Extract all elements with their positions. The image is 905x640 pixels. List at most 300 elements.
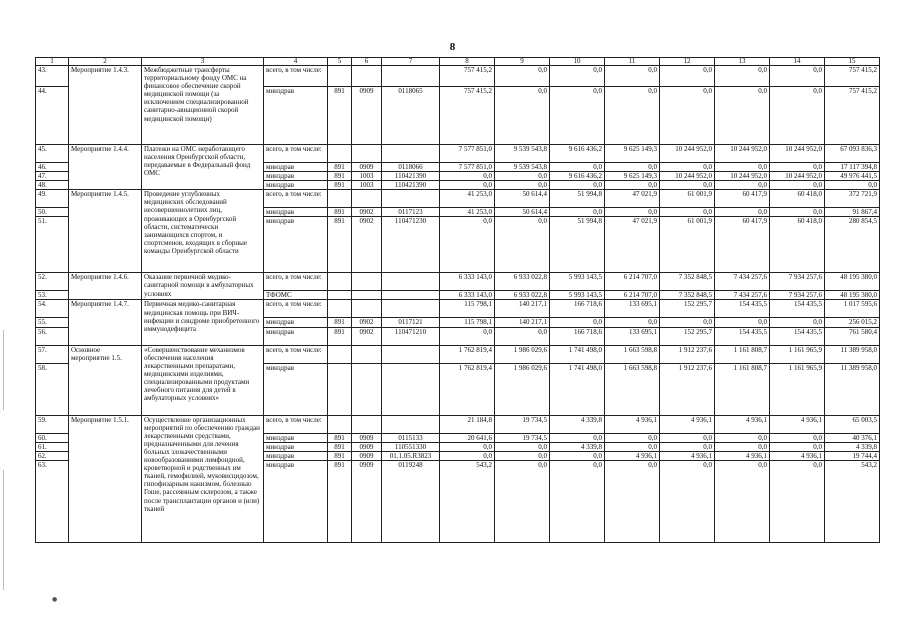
code-ministry — [328, 145, 352, 163]
code-target — [382, 345, 440, 363]
amount-cell: 154 435,5 — [715, 327, 770, 345]
column-header: 2 — [69, 58, 142, 66]
amount-cell: 9 616 436,2 — [550, 145, 605, 163]
amount-cell: 4 936,1 — [605, 451, 660, 460]
amount-cell: 543,2 — [440, 460, 495, 542]
amount-cell: 0,0 — [550, 87, 605, 145]
amount-cell: 0,0 — [770, 433, 825, 442]
amount-cell: 17 117 394,8 — [825, 163, 880, 172]
activity-description: Межбюджетные трансферты территориальному фонду ОМС на финансовое обеспечение скорой медицинской помощи (за исключением специализированной санитарно-авиационной скорой медицинской помощи) — [142, 66, 264, 145]
amount-cell: 41 253,0 — [440, 190, 495, 208]
row-number: 54. — [36, 300, 69, 318]
amount-cell: 280 854,5 — [825, 217, 880, 273]
activity-name: Мероприятие 1.4.7. — [69, 300, 142, 345]
amount-cell: 11 389 958,0 — [825, 363, 880, 415]
table-row — [36, 190, 880, 208]
code-ministry — [328, 291, 352, 300]
amount-cell: 0,0 — [770, 163, 825, 172]
amount-cell: 6 933 022,8 — [495, 291, 550, 300]
code-target: 01.1.05.R3823 — [382, 451, 440, 460]
amount-cell: 6 333 143,0 — [440, 273, 495, 291]
amount-cell: 41 253,0 — [440, 208, 495, 217]
column-header: 12 — [660, 58, 715, 66]
code-section: 0909 — [352, 433, 382, 442]
code-ministry: 891 — [328, 433, 352, 442]
table-body — [36, 58, 880, 543]
column-header: 10 — [550, 58, 605, 66]
amount-cell: 1 017 595,6 — [825, 300, 880, 318]
amount-cell: 7 577 851,0 — [440, 145, 495, 163]
amount-cell: 0,0 — [550, 181, 605, 190]
code-target: 0115133 — [382, 433, 440, 442]
row-number: 43. — [36, 66, 69, 87]
amount-cell: 0,0 — [605, 181, 660, 190]
amount-cell: 0,0 — [495, 66, 550, 87]
header-row — [36, 58, 880, 66]
amount-cell: 0,0 — [495, 181, 550, 190]
payer: всего, в том числе: — [264, 415, 328, 433]
code-target: 110421390 — [382, 172, 440, 181]
code-ministry: 891 — [328, 181, 352, 190]
code-target: 110471210 — [382, 327, 440, 345]
column-header: 8 — [440, 58, 495, 66]
code-section: 0902 — [352, 208, 382, 217]
amount-cell: 60 418,0 — [770, 217, 825, 273]
code-section: 0909 — [352, 163, 382, 172]
amount-cell: 50 614,4 — [495, 190, 550, 208]
payer: минздрав — [264, 217, 328, 273]
code-section — [352, 291, 382, 300]
row-number: 49. — [36, 190, 69, 208]
activity-name: Мероприятие 1.4.3. — [69, 66, 142, 145]
amount-cell: 9 625 149,3 — [605, 172, 660, 181]
row-number: 59. — [36, 415, 69, 433]
row-number: 53. — [36, 291, 69, 300]
amount-cell: 4 936,1 — [715, 451, 770, 460]
amount-cell: 152 295,7 — [660, 327, 715, 345]
amount-cell: 761 580,4 — [825, 327, 880, 345]
amount-cell: 7 434 257,6 — [715, 291, 770, 300]
scan-edge — [3, 330, 4, 410]
code-target — [382, 66, 440, 87]
code-section — [352, 415, 382, 433]
amount-cell: 0,0 — [770, 460, 825, 542]
amount-cell: 4 339,8 — [550, 415, 605, 433]
amount-cell: 10 244 952,0 — [715, 172, 770, 181]
table-row — [36, 145, 880, 163]
activity-description: «Совершенствование механизмов обеспечения населения лекарственными препаратами, медицинскими изделиями, специализированными продуктами лечебного питания для детей в амбулаторных условиях» — [142, 345, 264, 415]
payer: всего, в том числе: — [264, 66, 328, 87]
code-target — [382, 190, 440, 208]
code-ministry — [328, 300, 352, 318]
amount-cell: 0,0 — [440, 442, 495, 451]
code-ministry: 891 — [328, 318, 352, 327]
row-number: 51. — [36, 217, 69, 273]
amount-cell: 1 986 029,6 — [495, 345, 550, 363]
amount-cell: 757 415,2 — [825, 87, 880, 145]
amount-cell: 0,0 — [605, 208, 660, 217]
amount-cell: 166 718,6 — [550, 327, 605, 345]
amount-cell: 6 214 707,0 — [605, 273, 660, 291]
activity-description: Первичная медико-санитарная медицинская помощь при ВИЧ-инфекции и синдроме приобретенного иммунодефицита — [142, 300, 264, 345]
amount-cell: 256 015,2 — [825, 318, 880, 327]
amount-cell: 91 867,4 — [825, 208, 880, 217]
payer: минздрав — [264, 172, 328, 181]
amount-cell: 0,0 — [495, 87, 550, 145]
payer: минздрав — [264, 181, 328, 190]
amount-cell: 140 217,1 — [495, 318, 550, 327]
amount-cell: 154 435,5 — [770, 327, 825, 345]
code-ministry — [328, 345, 352, 363]
code-ministry: 891 — [328, 87, 352, 145]
amount-cell: 4 339,8 — [550, 442, 605, 451]
amount-cell: 1 161 808,7 — [715, 363, 770, 415]
code-section: 0902 — [352, 318, 382, 327]
amount-cell: 49 976 441,5 — [825, 172, 880, 181]
amount-cell: 20 641,6 — [440, 433, 495, 442]
row-number: 47. — [36, 172, 69, 181]
row-number: 46. — [36, 163, 69, 172]
code-target: 110421390 — [382, 181, 440, 190]
amount-cell: 0,0 — [660, 163, 715, 172]
column-header: 4 — [264, 58, 328, 66]
row-number: 50. — [36, 208, 69, 217]
activity-name: Мероприятие 1.4.5. — [69, 190, 142, 273]
code-ministry: 891 — [328, 208, 352, 217]
amount-cell: 50 614,4 — [495, 208, 550, 217]
amount-cell: 6 933 022,8 — [495, 273, 550, 291]
amount-cell: 0,0 — [495, 460, 550, 542]
row-number: 61. — [36, 442, 69, 451]
amount-cell: 0,0 — [440, 217, 495, 273]
code-target — [382, 273, 440, 291]
amount-cell: 0,0 — [660, 87, 715, 145]
amount-cell: 4 936,1 — [660, 451, 715, 460]
amount-cell: 4 936,1 — [660, 415, 715, 433]
code-section: 0902 — [352, 217, 382, 273]
code-target: 0117121 — [382, 318, 440, 327]
amount-cell: 9 539 543,8 — [495, 163, 550, 172]
amount-cell: 115 798,1 — [440, 318, 495, 327]
amount-cell: 0,0 — [495, 327, 550, 345]
row-number: 48. — [36, 181, 69, 190]
amount-cell: 0,0 — [770, 66, 825, 87]
code-section: 0909 — [352, 451, 382, 460]
amount-cell: 1 912 237,6 — [660, 363, 715, 415]
code-ministry: 891 — [328, 442, 352, 451]
amount-cell: 0,0 — [605, 66, 660, 87]
amount-cell: 140 217,1 — [495, 300, 550, 318]
amount-cell: 0,0 — [715, 163, 770, 172]
payer: минздрав — [264, 363, 328, 415]
code-ministry — [328, 273, 352, 291]
amount-cell: 0,0 — [715, 318, 770, 327]
amount-cell: 0,0 — [550, 318, 605, 327]
amount-cell: 47 021,9 — [605, 190, 660, 208]
amount-cell: 7 352 848,5 — [660, 273, 715, 291]
amount-cell: 48 195 380,0 — [825, 291, 880, 300]
amount-cell: 5 993 143,5 — [550, 273, 605, 291]
code-section: 1003 — [352, 172, 382, 181]
row-number: 55. — [36, 318, 69, 327]
payer: всего, в том числе: — [264, 300, 328, 318]
amount-cell: 0,0 — [770, 442, 825, 451]
code-ministry: 891 — [328, 327, 352, 345]
amount-cell: 0,0 — [660, 442, 715, 451]
code-ministry: 891 — [328, 451, 352, 460]
activity-name: Мероприятие 1.4.4. — [69, 145, 142, 190]
amount-cell: 0,0 — [715, 66, 770, 87]
amount-cell: 7 934 257,6 — [770, 291, 825, 300]
code-section — [352, 345, 382, 363]
amount-cell: 154 435,5 — [770, 300, 825, 318]
amount-cell: 60 418,0 — [770, 190, 825, 208]
amount-cell: 0,0 — [550, 460, 605, 542]
code-ministry — [328, 415, 352, 433]
amount-cell: 4 936,1 — [715, 415, 770, 433]
page-number: 8 — [449, 41, 456, 53]
amount-cell: 21 184,8 — [440, 415, 495, 433]
payer: минздрав — [264, 442, 328, 451]
amount-cell: 60 417,9 — [715, 217, 770, 273]
code-section — [352, 190, 382, 208]
amount-cell: 10 244 952,0 — [660, 172, 715, 181]
amount-cell: 154 435,5 — [715, 300, 770, 318]
amount-cell: 133 695,1 — [605, 300, 660, 318]
column-header: 6 — [352, 58, 382, 66]
amount-cell: 0,0 — [605, 163, 660, 172]
activity-description: Проведение углубленных медицинских обследований несовершеннолетних лиц, проживающих в Оренбургской области, систематически занимающихся спортом, и спортсменов, входящих в сборные команды Оренбургской области — [142, 190, 264, 273]
amount-cell: 51 994,8 — [550, 190, 605, 208]
amount-cell: 0,0 — [660, 433, 715, 442]
code-ministry — [328, 190, 352, 208]
code-section — [352, 300, 382, 318]
row-number: 60. — [36, 433, 69, 442]
activity-name: Мероприятие 1.4.6. — [69, 273, 142, 300]
amount-cell: 4 936,1 — [770, 451, 825, 460]
amount-cell: 152 295,7 — [660, 300, 715, 318]
amount-cell: 4 936,1 — [770, 415, 825, 433]
row-number: 44. — [36, 87, 69, 145]
amount-cell: 0,0 — [825, 181, 880, 190]
amount-cell: 0,0 — [660, 66, 715, 87]
code-section — [352, 363, 382, 415]
amount-cell: 6 214 707,0 — [605, 291, 660, 300]
amount-cell: 19 744,4 — [825, 451, 880, 460]
budget-table — [35, 57, 880, 543]
table-row — [36, 66, 880, 87]
amount-cell: 757 415,2 — [440, 87, 495, 145]
activity-description: Платежи на ОМС неработающего населения Оренбургской области, передаваемые в Федеральный фонд ОМС — [142, 145, 264, 190]
column-header: 7 — [382, 58, 440, 66]
payer: всего, в том числе: — [264, 190, 328, 208]
amount-cell: 61 001,9 — [660, 217, 715, 273]
code-ministry: 891 — [328, 217, 352, 273]
amount-cell: 1 741 498,0 — [550, 363, 605, 415]
amount-cell: 543,2 — [825, 460, 880, 542]
amount-cell: 0,0 — [605, 442, 660, 451]
payer: ТФОМС — [264, 291, 328, 300]
amount-cell: 0,0 — [550, 66, 605, 87]
amount-cell: 0,0 — [605, 87, 660, 145]
payer: всего, в том числе: — [264, 145, 328, 163]
amount-cell: 19 734,5 — [495, 433, 550, 442]
amount-cell: 0,0 — [495, 172, 550, 181]
activity-name: Мероприятие 1.5.1. — [69, 415, 142, 542]
amount-cell: 1 663 598,8 — [605, 345, 660, 363]
amount-cell: 0,0 — [715, 87, 770, 145]
column-header: 9 — [495, 58, 550, 66]
amount-cell: 7 352 848,5 — [660, 291, 715, 300]
payer: минздрав — [264, 460, 328, 542]
code-target: 110551330 — [382, 442, 440, 451]
column-header: 3 — [142, 58, 264, 66]
amount-cell: 7 934 257,6 — [770, 273, 825, 291]
amount-cell: 10 244 952,0 — [770, 172, 825, 181]
amount-cell: 10 244 952,0 — [770, 145, 825, 163]
payer: минздрав — [264, 208, 328, 217]
amount-cell: 7 577 851,0 — [440, 163, 495, 172]
code-section: 0909 — [352, 442, 382, 451]
payer: всего, в том числе: — [264, 345, 328, 363]
amount-cell: 0,0 — [770, 318, 825, 327]
amount-cell: 0,0 — [550, 163, 605, 172]
table-row — [36, 345, 880, 363]
amount-cell: 757 415,2 — [440, 66, 495, 87]
amount-cell: 4 936,1 — [605, 415, 660, 433]
code-ministry — [328, 363, 352, 415]
payer: минздрав — [264, 433, 328, 442]
code-section: 1003 — [352, 181, 382, 190]
amount-cell: 11 389 958,0 — [825, 345, 880, 363]
amount-cell: 10 244 952,0 — [660, 145, 715, 163]
code-target: 110471230 — [382, 217, 440, 273]
amount-cell: 0,0 — [770, 208, 825, 217]
scan-edge — [3, 470, 4, 590]
amount-cell: 0,0 — [605, 460, 660, 542]
amount-cell: 0,0 — [715, 442, 770, 451]
amount-cell: 757 415,2 — [825, 66, 880, 87]
row-number: 58. — [36, 363, 69, 415]
amount-cell: 0,0 — [660, 318, 715, 327]
amount-cell: 1 741 498,0 — [550, 345, 605, 363]
payer: минздрав — [264, 451, 328, 460]
column-header: 5 — [328, 58, 352, 66]
amount-cell: 9 616 436,2 — [550, 172, 605, 181]
amount-cell: 60 417,9 — [715, 190, 770, 208]
amount-cell: 0,0 — [495, 451, 550, 460]
code-ministry: 891 — [328, 460, 352, 542]
amount-cell: 1 161 808,7 — [715, 345, 770, 363]
table-row — [36, 415, 880, 433]
code-target — [382, 291, 440, 300]
amount-cell: 0,0 — [770, 181, 825, 190]
amount-cell: 1 762 819,4 — [440, 345, 495, 363]
code-target: 0117123 — [382, 208, 440, 217]
amount-cell: 115 798,1 — [440, 300, 495, 318]
amount-cell: 0,0 — [770, 87, 825, 145]
amount-cell: 51 994,8 — [550, 217, 605, 273]
code-target — [382, 300, 440, 318]
table-row — [36, 300, 880, 318]
code-section: 0902 — [352, 327, 382, 345]
amount-cell: 0,0 — [715, 181, 770, 190]
amount-cell: 5 993 143,5 — [550, 291, 605, 300]
margin-dot: ● — [52, 596, 58, 603]
amount-cell: 0,0 — [715, 460, 770, 542]
amount-cell: 48 195 380,0 — [825, 273, 880, 291]
amount-cell: 133 695,1 — [605, 327, 660, 345]
payer: минздрав — [264, 327, 328, 345]
amount-cell: 67 093 836,3 — [825, 145, 880, 163]
column-header: 1 — [36, 58, 69, 66]
amount-cell: 1 161 965,9 — [770, 363, 825, 415]
column-header: 15 — [825, 58, 880, 66]
column-header: 13 — [715, 58, 770, 66]
amount-cell: 0,0 — [605, 318, 660, 327]
column-header: 14 — [770, 58, 825, 66]
amount-cell: 4 339,8 — [825, 442, 880, 451]
amount-cell: 10 244 952,0 — [715, 145, 770, 163]
amount-cell: 166 718,6 — [550, 300, 605, 318]
column-header: 11 — [605, 58, 660, 66]
amount-cell: 0,0 — [715, 433, 770, 442]
amount-cell: 0,0 — [660, 181, 715, 190]
row-number: 56. — [36, 327, 69, 345]
activity-description: Осуществление организационных мероприятий по обеспечению граждан лекарственными средствами, предназначенными для лечения больных злокачественными новообразованиями лимфоидной, кроветворной и родственных им тканей, гемофилией, муковисцидозом, гипофизарным нанизмом, болезнью Гоше, рассеянным склерозом, а также после трансплантации органов и (или) тканей — [142, 415, 264, 542]
code-section: 0909 — [352, 460, 382, 542]
amount-cell: 65 003,5 — [825, 415, 880, 433]
amount-cell: 61 001,9 — [660, 190, 715, 208]
payer: минздрав — [264, 87, 328, 145]
table-row — [36, 273, 880, 291]
amount-cell: 0,0 — [550, 433, 605, 442]
row-number: 45. — [36, 145, 69, 163]
amount-cell: 9 625 149,3 — [605, 145, 660, 163]
row-number: 52. — [36, 273, 69, 291]
amount-cell: 0,0 — [660, 460, 715, 542]
code-section — [352, 145, 382, 163]
code-section — [352, 66, 382, 87]
amount-cell: 0,0 — [495, 217, 550, 273]
amount-cell: 0,0 — [660, 208, 715, 217]
code-ministry: 891 — [328, 163, 352, 172]
amount-cell: 19 734,5 — [495, 415, 550, 433]
amount-cell: 372 721,9 — [825, 190, 880, 208]
row-number: 57. — [36, 345, 69, 363]
payer: минздрав — [264, 318, 328, 327]
amount-cell: 6 333 143,0 — [440, 291, 495, 300]
code-target — [382, 415, 440, 433]
code-section: 0909 — [352, 87, 382, 145]
amount-cell: 0,0 — [605, 433, 660, 442]
code-target — [382, 363, 440, 415]
amount-cell: 1 663 598,8 — [605, 363, 660, 415]
code-target: 0119248 — [382, 460, 440, 542]
row-number: 62. — [36, 451, 69, 460]
amount-cell: 7 434 257,6 — [715, 273, 770, 291]
amount-cell: 1 161 965,9 — [770, 345, 825, 363]
amount-cell: 0,0 — [715, 208, 770, 217]
amount-cell: 1 986 029,6 — [495, 363, 550, 415]
amount-cell: 0,0 — [550, 208, 605, 217]
activity-description: Оказание первичной медико-санитарной помощи в амбулаторных условиях — [142, 273, 264, 300]
code-ministry: 891 — [328, 172, 352, 181]
amount-cell: 0,0 — [440, 172, 495, 181]
activity-name: Основное мероприятие 1.5. — [69, 345, 142, 415]
amount-cell: 1 912 237,6 — [660, 345, 715, 363]
amount-cell: 0,0 — [550, 451, 605, 460]
